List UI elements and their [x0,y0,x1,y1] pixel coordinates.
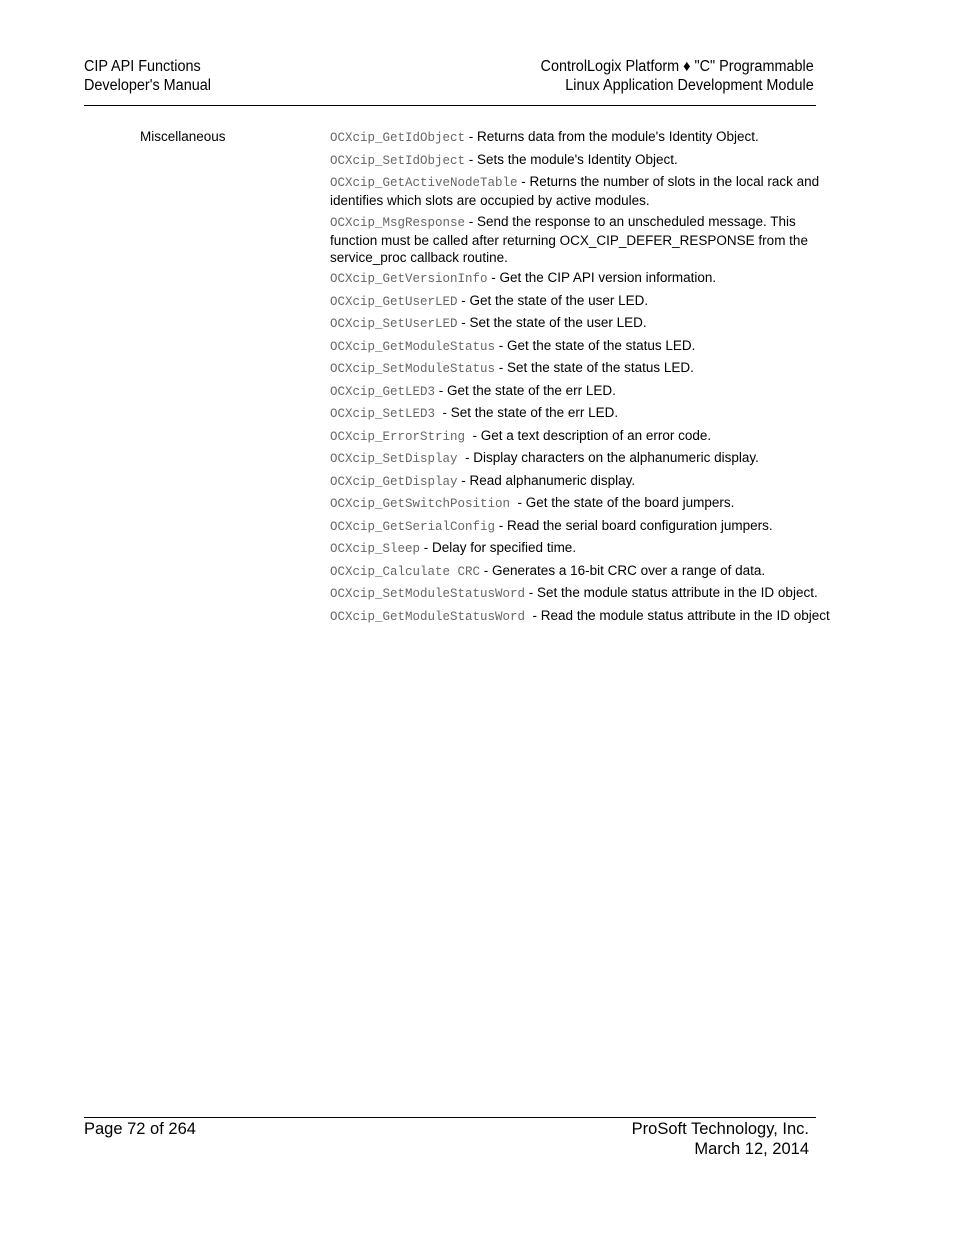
footer-right [632,1119,809,1159]
header-product-line: ControlLogix Platform ♦ "C" Programmable [540,58,814,75]
function-description: - Set the state of the user LED. [457,315,647,330]
function-description: - Set the module status attribute in the ID object. [525,585,818,600]
function-name: OCXcip_GetLED3 [330,384,436,399]
function-name: OCXcip_SetUserLED [330,317,458,331]
function-description: - Get the state of the status LED. [495,337,696,353]
function-name: OCXcip_MsgResponse [330,215,466,230]
function-name: OCXcip_ErrorString [330,429,466,444]
function-name: OCXcip_SetLED3 [330,407,436,421]
function-entry [330,427,830,446]
header-divider [84,105,816,106]
function-description: - Get the state of the board jumpers. [510,495,735,510]
function-description: - Get the state of the user LED. [457,292,649,308]
section-label: Miscellaneous [140,129,226,144]
function-name: OCXcip_GetModuleStatus [330,339,496,354]
function-description: - Set the state of the status LED. [495,360,694,375]
page-number: Page 72 of 264 [84,1120,196,1138]
function-entry [330,562,830,581]
function-name: OCXcip_Calculate CRC [330,564,481,579]
function-entry [330,213,830,266]
footer-date: March 12, 2014 [694,1140,809,1158]
header-left [84,57,211,95]
function-entry [330,404,830,423]
function-entry [330,269,830,288]
function-description: - Get the state of the err LED. [435,382,616,398]
function-name: OCXcip_SetModuleStatusWord [330,587,526,601]
function-entry [330,584,830,603]
function-name: OCXcip_SetIdObject [330,153,466,168]
function-name: OCXcip_GetSerialConfig [330,519,496,534]
function-entry [330,472,830,491]
footer-company: ProSoft Technology, Inc. [631,1120,809,1138]
function-description: - Returns the number of slots in the local rack and identifies which slots are occupied by active modules. [330,174,823,208]
function-description: - Set the state of the err LED. [435,405,619,420]
function-name: OCXcip_GetDisplay [330,474,458,489]
function-entry [330,128,830,147]
function-entry [330,607,830,626]
function-entry [330,449,830,468]
function-name: OCXcip_GetIdObject [330,131,466,145]
function-name: OCXcip_SetModuleStatus [330,362,496,376]
function-name: OCXcip_GetActiveNodeTable [330,176,518,190]
function-description: - Delay for specified time. [420,540,577,555]
function-name: OCXcip_GetVersionInfo [330,272,488,286]
function-entry [330,173,830,209]
function-description: - Generates a 16-bit CRC over a range of data. [480,562,766,578]
header-product-name: Linux Application Development Module [565,77,814,94]
function-entry [330,337,830,356]
header-right [541,57,814,95]
function-entry [330,539,830,558]
function-description: - Send the response to an unscheduled message. This function must be called after returning OCX_CIP_DEFER_RESPONSE from the service_proc callback routine. [330,213,812,265]
function-name: OCXcip_GetSwitchPosition [330,497,511,511]
function-description: - Read the module status attribute in the ID object [525,607,830,623]
footer-divider [84,1117,816,1118]
function-entry [330,314,830,333]
header-doc-section: CIP API Functions [84,58,201,75]
function-description: - Read alphanumeric display. [457,472,636,488]
function-entry [330,517,830,536]
function-entry [330,359,830,378]
function-name: OCXcip_GetModuleStatusWord [330,609,526,624]
function-entry [330,382,830,401]
header-doc-title: Developer's Manual [84,77,211,94]
function-entry [330,292,830,311]
function-description: - Display characters on the alphanumeric display. [457,450,759,465]
function-name: OCXcip_Sleep [330,542,421,556]
function-name: OCXcip_GetUserLED [330,294,458,309]
function-description: - Returns data from the module's Identity Object. [465,129,759,144]
function-entry [330,494,830,513]
function-list [330,128,830,629]
function-description: - Get a text description of an error code. [465,427,712,443]
function-description: - Get the CIP API version information. [487,270,717,285]
function-name: OCXcip_SetDisplay [330,452,458,466]
function-description: - Read the serial board configuration jumpers. [495,517,773,533]
function-entry [330,151,830,170]
function-description: - Sets the module's Identity Object. [465,151,678,167]
